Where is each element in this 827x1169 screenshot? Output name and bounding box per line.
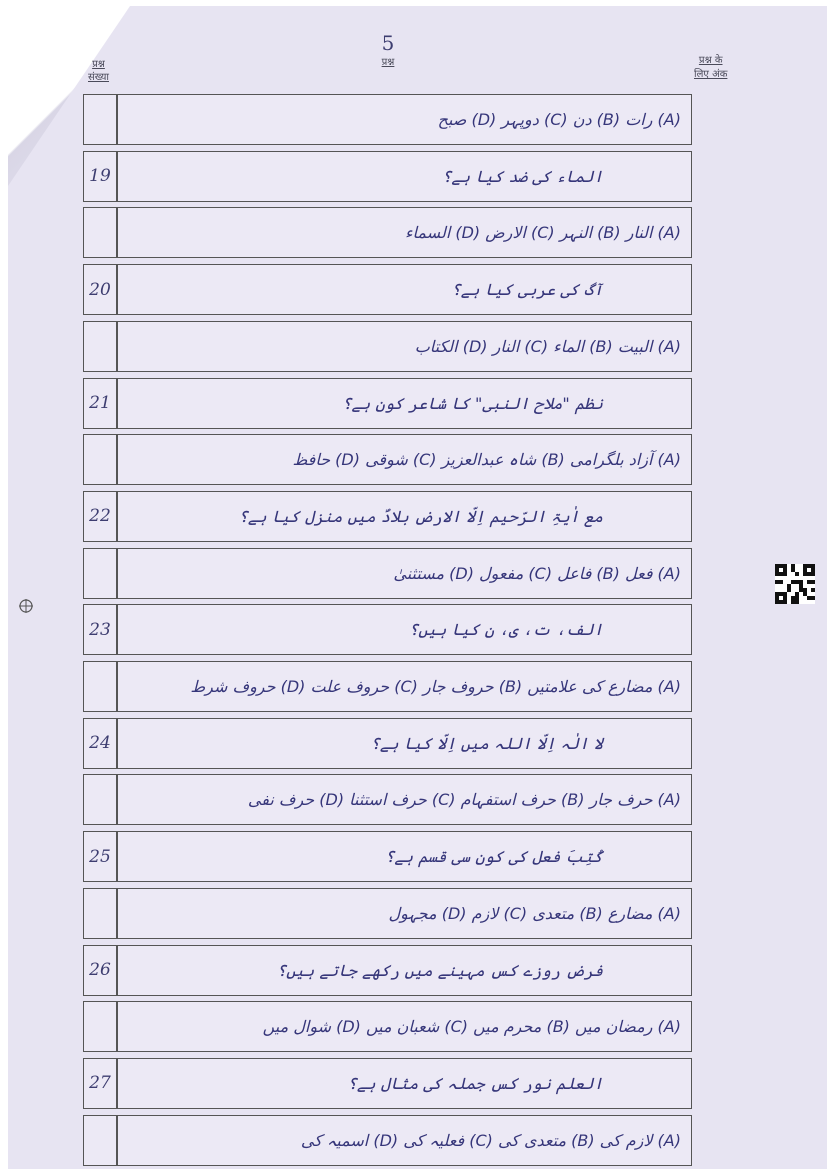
options-row: [83, 1115, 692, 1166]
question-row: [83, 151, 692, 202]
question-row: [83, 378, 692, 429]
question-row: [83, 945, 692, 996]
options-row: [83, 1001, 692, 1052]
question-number: 22: [84, 492, 118, 541]
question-number: 25: [84, 832, 118, 881]
answer-options-text: (A) فعل (B) فاعل (C) مفعول (D) مستثنیٰ: [393, 563, 681, 583]
options-row: [83, 434, 692, 485]
answer-options-text: (A) مضارع کی علامتیں (B) حروف جار (C) حروف علت (D) حروف شرط: [190, 677, 681, 696]
answer-options-text: (A) لازم کی (B) متعدی کی (C) فعلیہ کی (D) اسمیہ کی: [300, 1130, 681, 1150]
question-text: فرض روزے کس مہینے میں رکھے جاتے ہیں؟: [276, 960, 603, 980]
question-number: 26: [84, 946, 118, 995]
question-text: آگ کی عربی کیا ہے؟: [451, 280, 603, 300]
page-number: 5: [381, 31, 395, 55]
marks-header: [694, 54, 727, 82]
question-number: 21: [84, 379, 118, 428]
options-row: [83, 888, 692, 939]
question-text: لا الٰہ اِلّا اللہ میں اِلّا کیا ہے؟: [370, 733, 603, 753]
question-number: [84, 889, 118, 938]
question-number: [84, 208, 118, 257]
answer-options-text: (A) مضارع (B) متعدی (C) لازم (D) مجہول: [388, 903, 681, 923]
question-number: 27: [84, 1059, 118, 1108]
question-number: 24: [84, 719, 118, 768]
header-label-line: संख्या: [88, 72, 109, 83]
answer-options-text: (A) حرف جار (B) حرف استفہام (C) حرف استثنا (D) حرف نفی: [247, 790, 681, 810]
question-text: مع اٰیۃِ الرّحیم اِلّا الارض بلادٌ میں منزل کیا ہے؟: [238, 506, 603, 526]
answer-options-text: (A) آزاد بلگرامی (B) شاہ عبدالعزیز (C) شوقی (D) حافظ: [292, 450, 681, 470]
question-header: प्रश्न: [381, 57, 395, 68]
question-row: [83, 264, 692, 315]
options-row: [83, 207, 692, 258]
question-number: [84, 322, 118, 371]
options-row: [83, 321, 692, 372]
question-row: [83, 604, 692, 655]
question-number: [84, 1116, 118, 1165]
header-label-line: प्रश्न: [92, 59, 105, 70]
page-header-center: [368, 32, 408, 68]
question-text: کُتِبَ فعل کی کون سی قسم ہے؟: [384, 847, 603, 867]
question-text: الماء کی ضد کیا ہے؟: [442, 166, 603, 186]
header-label-line: लिए अंक: [694, 69, 728, 80]
question-text: نظم "ملاح النبی" کا شاعر کون ہے؟: [342, 393, 603, 413]
question-number: 23: [84, 605, 118, 654]
question-text: الف، ت، ی، ن کیا ہیں؟: [408, 620, 603, 640]
question-number: [84, 549, 118, 598]
question-number: 19: [84, 152, 118, 201]
options-row: [83, 661, 692, 712]
answer-options-text: (A) رات (B) دن (C) دوپہر (D) صبح: [437, 110, 681, 129]
question-row: [83, 491, 692, 542]
question-row: [83, 831, 692, 882]
question-number: [84, 775, 118, 824]
punch-hole-icon: [18, 598, 34, 614]
question-row: [83, 718, 692, 769]
qr-code-icon: [775, 564, 815, 604]
question-number: [84, 1002, 118, 1051]
question-number: [84, 662, 118, 711]
answer-options-text: (A) البیت (B) الماء (C) النار (D) الکتاب: [414, 336, 681, 356]
header-label-line: प्रश्न के: [698, 55, 723, 66]
options-row: [83, 548, 692, 599]
options-row: [83, 774, 692, 825]
question-text: العلم نور کس جملہ کی مثال ہے؟: [347, 1073, 603, 1093]
question-number-header: [88, 58, 109, 84]
question-number: 20: [84, 265, 118, 314]
question-number: [84, 435, 118, 484]
answer-options-text: (A) النار (B) النہر (C) الارض (D) السماء: [405, 223, 681, 243]
options-row: [83, 94, 692, 145]
question-row: [83, 1058, 692, 1109]
question-number: [84, 95, 118, 144]
answer-options-text: (A) رمضان میں (B) محرم میں (C) شعبان میں (D) شوال میں: [262, 1017, 681, 1037]
